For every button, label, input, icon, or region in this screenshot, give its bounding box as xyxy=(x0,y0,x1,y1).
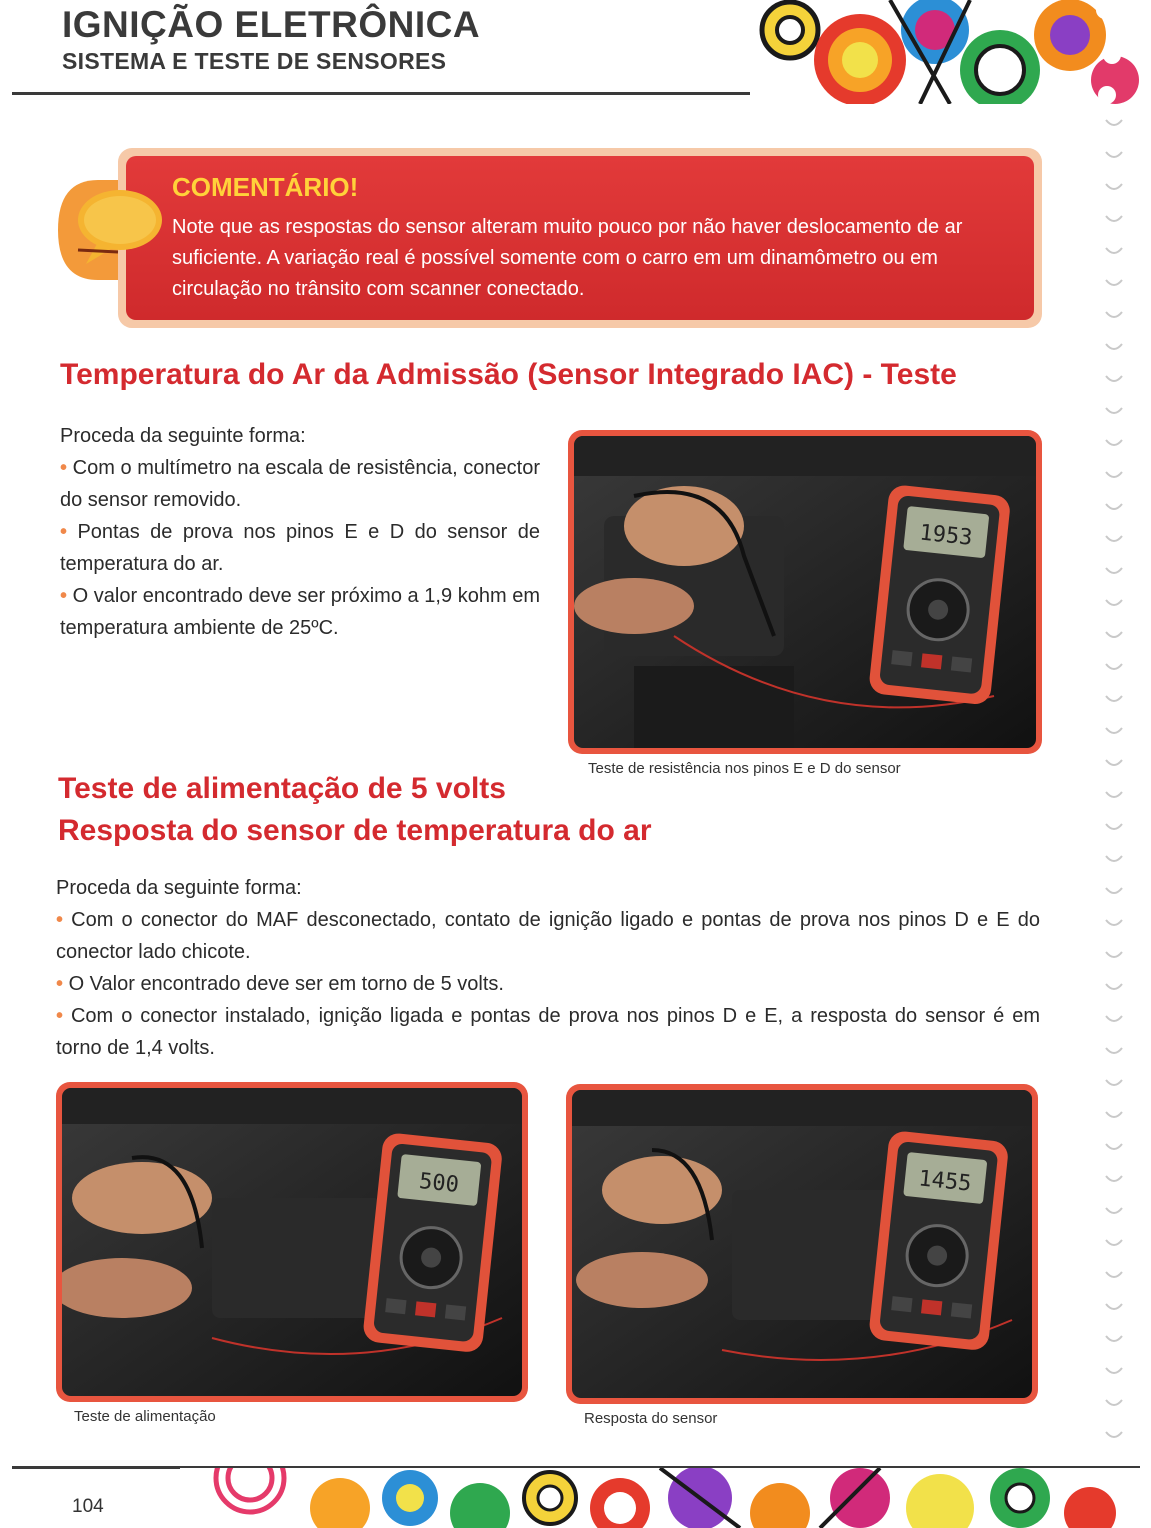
spiral-mark xyxy=(1106,536,1122,541)
section1-bullet: • O valor encontrado deve ser próximo a 1,9 kohm em temperatura ambiente de 25ºC. xyxy=(60,585,540,639)
section2-intro: Proceda da seguinte forma: xyxy=(56,877,302,899)
spiral-mark xyxy=(1106,1144,1122,1149)
spiral-mark xyxy=(1106,792,1122,797)
section1-intro: Proceda da seguinte forma: xyxy=(60,425,306,447)
section1-body xyxy=(60,420,540,644)
section-heading-5v: Teste de alimentação de 5 volts xyxy=(58,772,506,805)
spiral-mark xyxy=(1106,1400,1122,1405)
bullet-icon: • xyxy=(56,1005,71,1027)
multimeter-photo xyxy=(574,436,1036,748)
comment-text: Note que as respostas do sensor alteram muito pouco por não haver deslocamento de ar suficiente. A variação real é possível somente com o carro em um dinamômetro ou em circulação no trânsito com scanner conectado. xyxy=(172,216,963,300)
spiral-mark xyxy=(1106,696,1122,701)
spiral-mark xyxy=(1106,664,1122,669)
spiral-mark xyxy=(1106,216,1122,221)
section-heading-sensor-response: Resposta do sensor de temperatura do ar xyxy=(58,814,652,847)
multimeter-photo xyxy=(62,1088,522,1396)
section2-body xyxy=(56,872,1040,1064)
bullet-icon: • xyxy=(60,585,73,607)
spiral-mark xyxy=(1106,1016,1122,1021)
comment-title: COMENTÁRIO! xyxy=(172,172,359,202)
spiral-mark xyxy=(1106,824,1122,829)
page-number: 104 xyxy=(72,1496,104,1517)
bullet-icon: • xyxy=(56,909,72,931)
header-subtitle: SISTEMA E TESTE DE SENSORES xyxy=(62,48,447,74)
spiral-mark xyxy=(1106,1080,1122,1085)
bullet-icon: • xyxy=(60,457,73,479)
spiral-mark xyxy=(1106,1272,1122,1277)
spiral-mark xyxy=(1106,760,1122,765)
section2-bullet: • O Valor encontrado deve ser em torno de 5 volts. xyxy=(56,973,504,995)
spiral-mark xyxy=(1106,152,1122,157)
photo-caption-supply: Teste de alimentação xyxy=(74,1408,216,1425)
spiral-mark xyxy=(1106,184,1122,189)
spiral-mark xyxy=(1106,1208,1122,1213)
spiral-mark xyxy=(1106,1112,1122,1117)
spiral-mark xyxy=(1106,1432,1122,1437)
spiral-mark xyxy=(1106,1368,1122,1373)
header-title: IGNIÇÃO ELETRÔNICA xyxy=(62,4,481,45)
spiral-mark xyxy=(1106,952,1122,957)
spiral-mark xyxy=(1106,888,1122,893)
spiral-mark xyxy=(1106,1048,1122,1053)
spiral-mark xyxy=(1106,1240,1122,1245)
spiral-mark xyxy=(1106,248,1122,253)
spiral-mark xyxy=(1106,1336,1122,1341)
header-decoration xyxy=(750,0,1140,104)
spiral-binding xyxy=(1092,110,1132,1450)
bullet-icon: • xyxy=(56,973,69,995)
spiral-mark xyxy=(1106,600,1122,605)
footer-decoration xyxy=(180,1468,1140,1528)
spiral-mark xyxy=(1106,504,1122,509)
meter-display: 1953 xyxy=(918,520,974,551)
spiral-mark xyxy=(1106,440,1122,445)
spiral-mark xyxy=(1106,376,1122,381)
spiral-mark xyxy=(1106,856,1122,861)
spiral-mark xyxy=(1106,984,1122,989)
spiral-mark xyxy=(1106,312,1122,317)
section1-bullet: • Com o multímetro na escala de resistência, conector do sensor removido. xyxy=(60,457,541,511)
spiral-mark xyxy=(1106,344,1122,349)
spiral-mark xyxy=(1106,568,1122,573)
spiral-mark xyxy=(1106,472,1122,477)
bullet-icon: • xyxy=(60,521,78,543)
section2-bullet: • Com o conector do MAF desconectado, contato de ignição ligado e pontas de prova nos pinos D e E do conector lado chicote. xyxy=(56,909,1041,963)
spiral-mark xyxy=(1106,920,1122,925)
spiral-mark xyxy=(1106,632,1122,637)
photo-sensor-response xyxy=(566,1084,1038,1404)
spiral-mark xyxy=(1106,1176,1122,1181)
photo-caption-response: Resposta do sensor xyxy=(584,1410,718,1427)
speech-bubble-icon xyxy=(58,160,168,300)
section1-bullet: • Pontas de prova nos pinos E e D do sensor de temperatura do ar. xyxy=(60,521,541,575)
multimeter-photo xyxy=(572,1090,1032,1398)
section-heading-iac: Temperatura do Ar da Admissão (Sensor Integrado IAC) - Teste xyxy=(60,358,957,391)
spiral-mark xyxy=(1106,280,1122,285)
spiral-mark xyxy=(1106,1304,1122,1309)
spiral-mark xyxy=(1106,408,1122,413)
meter-display: 1455 xyxy=(917,1166,973,1197)
spiral-mark xyxy=(1106,728,1122,733)
spiral-mark xyxy=(1106,120,1122,125)
photo-supply-test xyxy=(56,1082,528,1402)
meter-display: 500 xyxy=(417,1169,460,1199)
section2-bullet: • Com o conector instalado, ignição ligada e pontas de prova nos pinos D e E, a resposta do sensor é em torno de 1,4 volts. xyxy=(56,1005,1040,1059)
photo-resistance-test xyxy=(568,430,1042,754)
photo-caption-resistance: Teste de resistência nos pinos E e D do sensor xyxy=(588,760,901,777)
